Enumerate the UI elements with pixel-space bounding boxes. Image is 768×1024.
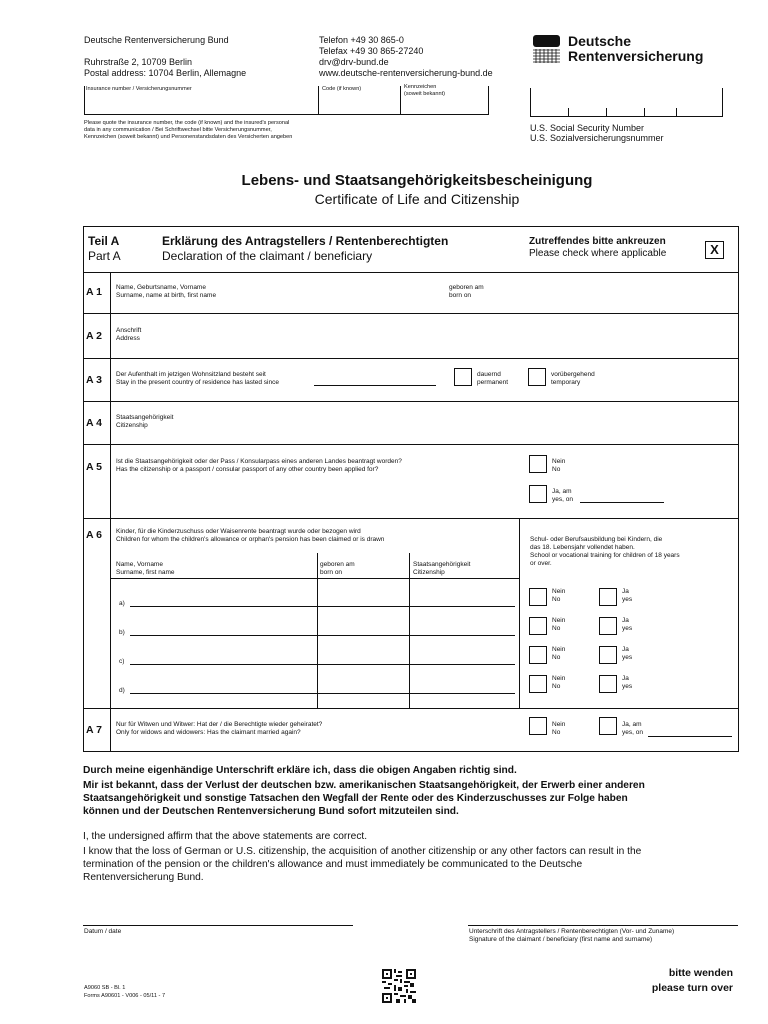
date-label: Datum / date [84,928,122,935]
a6-col-name-de: Name, Vorname [116,561,163,568]
a3-stay-de: Der Aufenthalt im jetzigen Wohnsitzland besteht seit [116,371,266,378]
postal-address: Postal address: 10704 Berlin, Allemagne [84,68,247,78]
fax: Telefax +49 30 865-27240 [319,46,424,56]
child-no-en: No [552,683,561,690]
row-label-a4: A 4 [86,417,102,429]
kennzeichen-label-2: (soweit bekannt) [404,91,446,97]
street-address: Ruhrstraße 2, 10709 Berlin [84,57,193,67]
drv-logo-icon [533,35,560,63]
email: drv@drv-bund.de [319,57,389,67]
a7-question-de: Nur für Witwen und Witwer: Hat der / die Berechtigte wieder geheiratet? [116,721,323,728]
a6-col-citizenship-de: Staatsangehörigkeit [413,561,471,568]
child-yes-de: Ja [622,675,629,682]
ssn-label-en: U.S. Social Security Number [530,123,645,133]
a2-address-de: Anschrift [116,327,142,334]
child-no-en: No [552,596,561,603]
website: www.deutsche-rentenversicherung-bund.de [319,68,493,78]
row-label-a7: A 7 [86,724,102,736]
child-school-yes-checkbox[interactable] [599,617,617,635]
a1-name-de: Name, Geburtsname, Vorname [116,284,206,291]
turn-over-de: bitte wenden [668,967,733,979]
title-de: Lebens- und Staatsangehörigkeitsbescheinigung [241,172,593,189]
child-no-en: No [552,654,561,661]
a6-col-born-en: born on [320,569,343,576]
child-name-field[interactable] [130,680,515,692]
a5-question-de: Ist die Staatsangehörigkeit oder der Pass / Konsularpass eines anderen Landes beantragt worden? [116,458,402,465]
a5-yes-date-field[interactable] [580,490,664,501]
a7-yes-checkbox[interactable] [599,717,617,735]
form-code-2: Forms A90601 - V006 - 05/11 - 7 [84,993,166,999]
a3-since-field[interactable] [314,372,436,384]
code-label: Code (if known) [322,86,362,92]
child-yes-en: yes [622,596,633,603]
turn-over-en: please turn over [651,982,733,994]
child-no-de: Nein [552,675,566,682]
insurance-number-field[interactable] [86,100,486,113]
child-yes-en: yes [622,625,633,632]
part-heading-en: Declaration of the claimant / beneficiary [162,249,373,263]
kennzeichen-label-1: Kennzeichen [404,84,437,90]
logo-text-1: Deutsche [568,33,632,49]
a1-born-field[interactable] [449,300,729,312]
a6-school-4: or over. [530,560,552,567]
phone: Telefon +49 30 865-0 [319,35,404,45]
child-no-de: Nein [552,588,566,595]
a7-date-field[interactable] [648,724,732,735]
a5-no-de: Nein [552,458,566,465]
a6-col-citizenship-en: Citizenship [413,569,445,576]
a4-citizenship-field[interactable] [200,412,730,436]
child-yes-en: yes [622,654,633,661]
a3-permanent-de: dauernd [477,371,501,378]
declaration-de-3: Staatsangehörigkeit und sonstige Tatsachen den Wegfall der Rente oder des Kinderzuschusses zur Folge haben [83,793,628,804]
child-school-yes-checkbox[interactable] [599,646,617,664]
a6-col-born-de: geboren am [320,561,355,568]
a5-yes-de: Ja, am [552,488,572,495]
example-checkbox-x: X [705,241,724,259]
check-instruction-de: Zutreffendes bitte ankreuzen [529,236,666,247]
child-yes-de: Ja [622,617,629,624]
declaration-en-4: Rentenversicherung Bund. [83,872,204,883]
part-heading-de: Erklärung des Antragstellers / Rentenberechtigten [162,234,449,248]
logo-text-2: Rentenversicherung [568,48,704,64]
a7-yes-en: yes, on [622,729,643,736]
row-label-a3: A 3 [86,374,102,386]
a1-name-en: Surname, name at birth, first name [116,292,217,299]
a3-temporary-checkbox[interactable] [528,368,546,386]
part-label-de: Teil A [88,234,120,248]
form-code-1: A9060 SB - Bl. 1 [84,985,126,991]
a5-question-en: Has the citizenship or a passport / consular passport of any other country been applied for? [116,466,379,473]
row-label-a2: A 2 [86,330,102,342]
a6-col-name-en: Surname, first name [116,569,175,576]
child-yes-de: Ja [622,646,629,653]
child-no-de: Nein [552,646,566,653]
a7-no-checkbox[interactable] [529,717,547,735]
ssn-field[interactable] [532,92,720,114]
a3-temporary-de: vorübergehend [551,371,595,378]
child-letter: a) [119,600,125,607]
row-label-a5: A 5 [86,461,102,473]
child-name-field[interactable] [130,651,515,663]
a2-address-field[interactable] [160,325,730,353]
declaration-en-1: I, the undersigned affirm that the above statements are correct. [83,831,368,842]
a2-address-en: Address [116,335,140,342]
child-school-no-checkbox[interactable] [529,617,547,635]
child-school-no-checkbox[interactable] [529,588,547,606]
child-name-field[interactable] [130,622,515,634]
a1-name-field[interactable] [116,300,436,312]
a7-yes-de: Ja, am [622,721,642,728]
qr-code-icon [382,969,416,1003]
declaration-en-2: I know that the loss of German or U.S. citizenship, the acquisition of another citizenship or any other factors can result in the [83,846,642,857]
child-no-de: Nein [552,617,566,624]
a7-question-en: Only for widows and widowers: Has the claimant married again? [116,729,301,736]
quote-note-1: Please quote the insurance number, the code (if known) and the insured's personal [84,120,290,126]
row-label-a6: A 6 [86,529,102,541]
child-yes-de: Ja [622,588,629,595]
org-name: Deutsche Rentenversicherung Bund [84,35,229,45]
child-letter: c) [119,658,125,665]
declaration-de-1: Durch meine eigenhändige Unterschrift erkläre ich, dass die obigen Angaben richtig sind. [83,765,517,776]
ssn-label-de: U.S. Sozialversicherungsnummer [530,133,664,143]
check-instruction-en: Please check where applicable [529,248,667,259]
part-label-en: Part A [88,249,121,263]
declaration-de-2: Mir ist bekannt, dass der Verlust der deutschen bzw. amerikanischen Staatsangehörigkeit, der Erwerb einer anderen [83,780,645,791]
a4-citizenship-de: Staatsangehörigkeit [116,414,174,421]
a5-yes-en: yes, on [552,496,573,503]
insurance-number-label: Insurance number / Versicherungsnummer [86,86,192,92]
child-letter: b) [119,629,125,636]
child-no-en: No [552,625,561,632]
signature-field[interactable] [468,900,738,924]
a3-permanent-en: permanent [477,379,509,386]
a3-temporary-en: temporary [551,379,581,386]
a6-question-en: Children for whom the children's allowance or orphan's pension has been claimed or is drawn [116,536,385,543]
a7-no-en: No [552,729,561,736]
a1-born-en: born on [449,292,472,299]
a5-no-en: No [552,466,561,473]
child-name-field[interactable] [130,593,515,605]
title-en: Certificate of Life and Citizenship [314,191,520,207]
a6-question-de: Kinder, für die Kinderzuschuss oder Waisenrente beantragt wurde oder bezogen wird [116,528,361,535]
declaration-de-4: können und der Deutschen Rentenversicherung Bund sofort mitzuteilen sind. [83,806,459,817]
child-yes-en: yes [622,683,633,690]
a7-no-de: Nein [552,721,566,728]
row-label-a1: A 1 [86,286,102,298]
child-school-yes-checkbox[interactable] [599,675,617,693]
quote-note-2: data in any communication / Bei Schriftwechsel bitte Versicherungsnummer, [84,127,272,133]
a5-no-checkbox[interactable] [529,455,547,473]
a6-school-3: School or vocational training for children of 18 years [530,552,680,559]
child-school-no-checkbox[interactable] [529,675,547,693]
child-school-no-checkbox[interactable] [529,646,547,664]
date-field[interactable] [83,900,353,924]
declaration-en-3: termination of the pension or the children's allowance and must immediately be communicated to the Deutsche [83,859,583,870]
a3-permanent-checkbox[interactable] [454,368,472,386]
a1-born-de: geboren am [449,284,484,291]
child-school-yes-checkbox[interactable] [599,588,617,606]
a6-school-2: das 18. Lebensjahr vollendet haben. [530,544,635,551]
quote-note-3: Kennzeichen (soweit bekannt) und Personenstandsdaten des Versicherten angeben [84,134,293,140]
a3-stay-en: Stay in the present country of residence has lasted since [116,379,279,386]
signature-label-de: Unterschrift des Antragstellers / Rentenberechtigten (Vor- und Zuname) [469,928,675,935]
a6-school-1: Schul- oder Berufsausbildung bei Kindern, die [530,536,663,543]
a5-yes-checkbox[interactable] [529,485,547,503]
a4-citizenship-en: Citizenship [116,422,148,429]
signature-label-en: Signature of the claimant / beneficiary (first name and surname) [469,936,653,943]
child-letter: d) [119,687,125,694]
